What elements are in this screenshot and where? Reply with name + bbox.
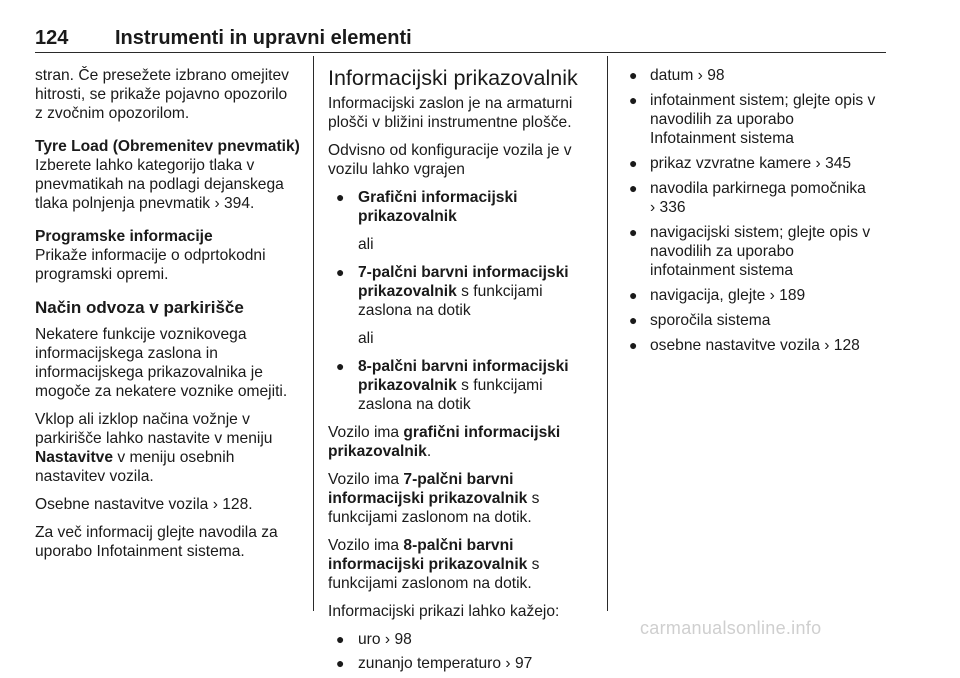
bullet-icon: ● <box>336 631 345 647</box>
list-item-text: navodila parkirnega pomočnika <box>650 180 866 197</box>
column-divider <box>607 56 608 611</box>
more-info-paragraph: Za več informacij glejte navodila za uporabo Infotainment sistema. <box>35 524 278 560</box>
page-ref-link[interactable]: 189 <box>779 287 806 304</box>
running-title: Instrumenti in upravni elementi <box>115 27 412 49</box>
column-middle: Informacijski prikazovalnik Informacijski zaslon je na armaturni plošči v bližini instrumentne plošče. Odvisno od konfiguracije vozila je v vozilu lahko vgrajen ● Grafični informacijski prikazovalnik ali ● 7-palčni barvni informacijski prikazovalnik s funkcijami zaslona na dotik ali ● 8-palčni barvni informacijski prikazovalnik s funkcijami zaslona na dotik Vozilo ima grafični informacijski prikazovalnik. Vozilo ima 7-palčni barvni informacijski prikazovalnik s funkcijami zaslonom na dotik. Vozilo ima 8-palčni barvni informacijski prikazovalnik s funkcijami zaslonom na dotik. Informacijski prikazi lahko kažejo: ● uro › 98 ● zunanjo temperaturo › 97 <box>328 66 586 678</box>
list-item <box>628 336 890 355</box>
list-item <box>628 179 890 217</box>
list-item: ● uro › 98 <box>336 631 412 648</box>
programske-paragraph: Programske informacije Prikaže informacije o odprtokodni programski opremi. <box>35 227 303 284</box>
list-item: ● 7-palčni barvni informacijski prikazovalnik s funkcijami zaslona na dotik <box>336 264 569 319</box>
page-ref-link[interactable]: 336 <box>659 199 686 216</box>
column-divider <box>313 56 314 611</box>
bullet-icon: ● <box>629 287 638 303</box>
page-ref-arrow-icon: › <box>765 287 780 304</box>
list-item: ● zunanjo temperaturo › 97 <box>336 655 533 672</box>
bullet-icon: ● <box>629 312 638 328</box>
or-text: ali <box>358 236 374 253</box>
parking-paragraph: Nekatere funkcije voznikovega informacijskega zaslona in informacijskega prikazovalnika je mogoče za nekatere voznike omejiti. <box>35 326 288 400</box>
list-item-text: osebne nastavitve vozila <box>650 337 820 354</box>
list-item <box>628 91 890 148</box>
page-ref-link[interactable]: 97 <box>514 655 533 672</box>
list-item <box>628 154 890 173</box>
list-item-text: navigacijski sistem; glejte opis v <box>650 224 871 241</box>
list-item <box>628 286 890 305</box>
page-ref-link[interactable]: 98 <box>707 67 725 84</box>
list-item-text: Infotainment sistema <box>650 130 794 147</box>
list-item-text: prikaz vzvratne kamere <box>650 155 812 172</box>
section-heading-display: Informacijski prikazovalnik <box>328 66 578 90</box>
intro-paragraph: stran. Če presežete izbrano omejitev hitrosti, se prikaže pojavno opozorilo z zvočnim opozorilom. <box>35 67 289 122</box>
bullet-icon: ● <box>336 264 345 280</box>
page-header <box>35 23 886 53</box>
page-number: 124 <box>35 27 69 49</box>
tyre-load-paragraph: Tyre Load (Obremenitev pnevmatik) Izberete lahko kategorijo tlaka v pnevmatikah na podlagi dejanskega tlaka polnjenja pnevmatik › 394. <box>35 137 303 213</box>
page-ref-link[interactable]: 345 <box>825 155 852 172</box>
list-item-text: infotainment sistem; glejte opis v <box>650 92 876 109</box>
page-ref-link[interactable]: 98 <box>394 631 412 648</box>
page-ref-arrow-icon: › <box>214 195 220 212</box>
tyre-load-heading: Tyre Load (Obremenitev pnevmatik) <box>35 138 300 155</box>
page-ref-arrow-icon: › <box>384 631 391 648</box>
section-heading-parking: Način odvoza v parkirišče <box>35 298 244 317</box>
list-item-text: datum <box>650 67 694 84</box>
bullet-icon: ● <box>336 358 345 374</box>
bullet-icon: ● <box>629 155 638 171</box>
page-ref-arrow-icon: › <box>819 337 834 354</box>
page-ref-link[interactable]: 394. <box>224 195 255 212</box>
column-left <box>35 66 303 570</box>
list-item-text: infotainment sistema <box>650 262 794 279</box>
list-item-text: sporočila sistema <box>650 312 771 329</box>
page-ref-arrow-icon: › <box>811 155 826 172</box>
page-ref-arrow-icon: › <box>650 199 660 216</box>
page-ref-arrow-icon: › <box>505 655 511 672</box>
list-item-text: navodilih za uporabo <box>650 243 794 260</box>
bullet-icon: ● <box>629 337 638 353</box>
programske-heading: Programske informacije <box>35 228 213 245</box>
list-item-text: navodilih za uporabo <box>650 111 794 128</box>
osebne-paragraph: Osebne nastavitve vozila › 128. <box>35 496 253 513</box>
list-item <box>628 66 890 85</box>
bullet-icon: ● <box>336 189 345 205</box>
list-item: ● Grafični informacijski prikazovalnik <box>336 189 518 225</box>
watermark: carmanualsonline.info <box>640 618 822 638</box>
page-ref-link[interactable]: 128. <box>222 496 253 513</box>
bullet-icon: ● <box>336 655 345 671</box>
page-ref-arrow-icon: › <box>693 67 708 84</box>
list-item <box>628 223 890 280</box>
list-item <box>628 311 890 330</box>
or-text: ali <box>358 330 374 347</box>
bullet-icon: ● <box>629 180 638 196</box>
column-right <box>628 66 890 361</box>
bullet-icon: ● <box>629 224 638 240</box>
page-ref-link[interactable]: 128 <box>833 337 860 354</box>
bullet-icon: ● <box>629 67 638 83</box>
vklop-paragraph: Vklop ali izklop načina vožnje v parkirišče lahko nastavite v meniju Nastavitve v meniju osebnih nastavitev vozila. <box>35 411 273 485</box>
list-item: ● 8-palčni barvni informacijski prikazovalnik s funkcijami zaslona na dotik <box>336 358 569 413</box>
bullet-icon: ● <box>629 92 638 108</box>
list-item-text: navigacija, glejte <box>650 287 766 304</box>
page-ref-arrow-icon: › <box>212 496 218 513</box>
